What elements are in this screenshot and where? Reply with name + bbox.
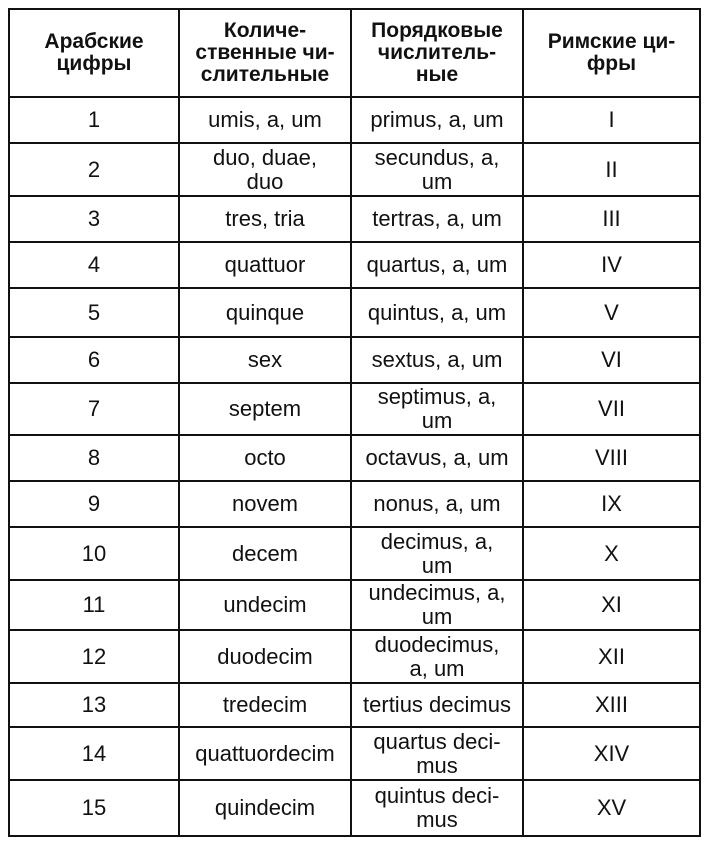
table-row xyxy=(9,383,700,435)
cell-line: quartus deci- xyxy=(373,728,501,754)
cell-line: XV xyxy=(596,795,627,820)
cell-line: VIII xyxy=(594,445,628,470)
cell-line: umis, a, um xyxy=(208,107,322,132)
cardinal-cell xyxy=(179,580,351,630)
cell-line: 9 xyxy=(87,491,101,516)
cardinal-cell xyxy=(179,288,351,337)
cardinal-cell xyxy=(179,196,351,242)
cell-line: quindecim xyxy=(214,795,316,820)
table-row xyxy=(9,780,700,836)
cell-line: octavus, a, um xyxy=(365,445,509,470)
ordinal-cell xyxy=(351,337,523,383)
table-body xyxy=(9,97,700,836)
header-line: Порядковые xyxy=(371,19,503,42)
cell-line: 2 xyxy=(87,156,101,182)
cell-line: decimus, a, xyxy=(380,528,494,554)
roman-cell xyxy=(523,383,700,435)
cell-line: quinque xyxy=(225,299,305,325)
arabic-cell xyxy=(9,97,179,143)
table-row xyxy=(9,630,700,683)
ordinal-cell xyxy=(351,143,523,196)
cell-line: VI xyxy=(601,347,622,372)
table-row xyxy=(9,337,700,383)
arabic-cell xyxy=(9,288,179,337)
cell-line: IX xyxy=(601,491,622,516)
cell-line: VII xyxy=(598,396,625,421)
header-line: ственные чи- xyxy=(195,41,335,64)
cell-line: mus xyxy=(416,807,458,832)
header-line: Римские ци- xyxy=(547,30,676,53)
cell-line: quartus, a, um xyxy=(366,252,508,277)
cell-line: XII xyxy=(598,643,625,669)
ordinal-cell xyxy=(351,580,523,630)
roman-cell xyxy=(523,143,700,196)
cell-line: III xyxy=(602,206,621,231)
table-row xyxy=(9,683,700,727)
cardinal-cell xyxy=(179,143,351,196)
cardinal-cell xyxy=(179,383,351,435)
cell-line: V xyxy=(604,299,619,325)
roman-cell xyxy=(523,288,700,337)
cell-line: 15 xyxy=(81,795,107,820)
arabic-cell xyxy=(9,481,179,527)
cell-line: 4 xyxy=(87,252,101,277)
cell-line: a, um xyxy=(409,655,465,681)
arabic-cell xyxy=(9,727,179,780)
arabic-cell xyxy=(9,337,179,383)
table-row xyxy=(9,242,700,288)
arabic-cell xyxy=(9,383,179,435)
table-row xyxy=(9,580,700,630)
cell-line: X xyxy=(604,540,619,566)
table-row xyxy=(9,288,700,337)
header-roman xyxy=(523,9,700,97)
cardinal-cell xyxy=(179,727,351,780)
ordinal-cell xyxy=(351,383,523,435)
roman-cell xyxy=(523,630,700,683)
arabic-cell xyxy=(9,435,179,481)
cell-line: 14 xyxy=(81,740,107,766)
roman-cell xyxy=(523,337,700,383)
cell-line: 13 xyxy=(81,692,107,717)
cell-line: 12 xyxy=(81,643,107,669)
header-line: Количе- xyxy=(223,19,307,42)
cell-line: 6 xyxy=(87,347,101,372)
cell-line: um xyxy=(421,604,453,629)
cell-line: decem xyxy=(231,540,299,566)
cell-line: nonus, a, um xyxy=(373,491,501,516)
roman-cell xyxy=(523,527,700,580)
cell-line: II xyxy=(605,156,618,182)
ordinal-cell xyxy=(351,196,523,242)
table-row xyxy=(9,481,700,527)
ordinal-cell xyxy=(351,727,523,780)
cell-line: tertius decimus xyxy=(363,692,511,717)
cell-line: octo xyxy=(244,445,286,470)
ordinal-cell xyxy=(351,630,523,683)
cardinal-cell xyxy=(179,435,351,481)
cardinal-cell xyxy=(179,630,351,683)
ordinal-cell xyxy=(351,97,523,143)
cardinal-cell xyxy=(179,337,351,383)
arabic-cell xyxy=(9,242,179,288)
header-line: цифры xyxy=(56,52,132,75)
arabic-cell xyxy=(9,683,179,727)
ordinal-cell xyxy=(351,481,523,527)
ordinal-cell xyxy=(351,683,523,727)
cell-line: quattuor xyxy=(224,252,306,277)
numerals-table xyxy=(8,8,701,837)
cell-line: um xyxy=(421,408,453,433)
cardinal-cell xyxy=(179,527,351,580)
table-row xyxy=(9,196,700,242)
cell-line: tredecim xyxy=(222,692,308,717)
cell-line: tres, tria xyxy=(225,206,305,231)
ordinal-cell xyxy=(351,288,523,337)
cell-line: novem xyxy=(231,491,299,516)
arabic-cell xyxy=(9,780,179,836)
table-row xyxy=(9,727,700,780)
table-row xyxy=(9,97,700,143)
cell-line: mus xyxy=(416,752,458,778)
cardinal-cell xyxy=(179,780,351,836)
cardinal-cell xyxy=(179,242,351,288)
roman-cell xyxy=(523,242,700,288)
cardinal-cell xyxy=(179,97,351,143)
cell-line: 5 xyxy=(87,299,101,325)
arabic-cell xyxy=(9,630,179,683)
arabic-cell xyxy=(9,527,179,580)
cell-line: primus, a, um xyxy=(370,107,504,132)
table-row xyxy=(9,527,700,580)
cell-line: sextus, a, um xyxy=(371,347,503,372)
cell-line: um xyxy=(421,552,453,578)
cell-line: septimus, a, xyxy=(377,384,497,409)
cell-line: quattuordecim xyxy=(195,740,335,766)
roman-cell xyxy=(523,683,700,727)
roman-cell xyxy=(523,481,700,527)
cell-line: XIV xyxy=(593,740,630,766)
roman-cell xyxy=(523,580,700,630)
cell-line: 3 xyxy=(87,206,101,231)
cell-line: undecimus, a, xyxy=(368,580,506,605)
ordinal-cell xyxy=(351,527,523,580)
table-row xyxy=(9,143,700,196)
cell-line: duodecimus, xyxy=(374,631,500,657)
header-arabic xyxy=(9,9,179,97)
cell-line: XI xyxy=(601,592,622,617)
cardinal-cell xyxy=(179,481,351,527)
cell-line: I xyxy=(608,107,615,132)
cell-line: XIII xyxy=(594,692,628,717)
ordinal-cell xyxy=(351,242,523,288)
cell-line: duo xyxy=(246,168,284,194)
arabic-cell xyxy=(9,196,179,242)
cell-line: 11 xyxy=(82,592,106,617)
cell-line: septem xyxy=(228,396,302,421)
header-cardinal xyxy=(179,9,351,97)
arabic-cell xyxy=(9,143,179,196)
cell-line: 1 xyxy=(87,107,101,132)
cell-line: 8 xyxy=(87,445,101,470)
header-ordinal xyxy=(351,9,523,97)
cell-line: 10 xyxy=(81,540,107,566)
ordinal-cell xyxy=(351,780,523,836)
header-line: ные xyxy=(415,63,459,86)
cell-line: quintus deci- xyxy=(374,783,500,808)
header-line: Арабские xyxy=(44,30,144,53)
ordinal-cell xyxy=(351,435,523,481)
roman-cell xyxy=(523,97,700,143)
roman-cell xyxy=(523,435,700,481)
cell-line: sex xyxy=(247,347,283,372)
cell-line: quintus, a, um xyxy=(367,299,507,325)
cell-line: IV xyxy=(601,252,622,277)
header-row xyxy=(9,9,700,97)
roman-cell xyxy=(523,780,700,836)
cell-line: secundus, a, xyxy=(374,144,500,170)
cell-line: tertras, a, um xyxy=(372,206,502,231)
arabic-cell xyxy=(9,580,179,630)
header-line: фры xyxy=(586,52,637,75)
cardinal-cell xyxy=(179,683,351,727)
cell-line: duodecim xyxy=(217,643,313,669)
header-line: числитель- xyxy=(377,41,497,64)
table-row xyxy=(9,435,700,481)
header-line: слительные xyxy=(200,63,330,86)
cell-line: duo, duae, xyxy=(213,144,317,170)
roman-cell xyxy=(523,196,700,242)
cell-line: um xyxy=(421,168,453,194)
roman-cell xyxy=(523,727,700,780)
cell-line: undecim xyxy=(223,592,307,617)
cell-line: 7 xyxy=(87,396,101,421)
